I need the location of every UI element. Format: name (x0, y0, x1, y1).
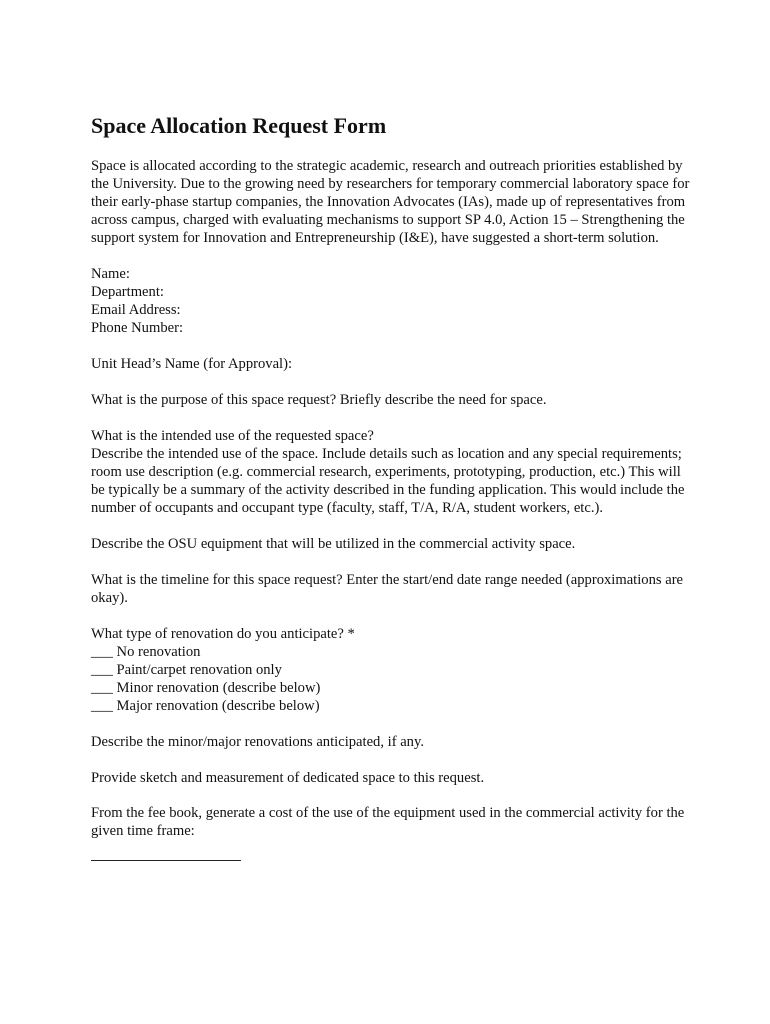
question-purpose: What is the purpose of this space request? Briefly describe the need for space. (91, 392, 547, 408)
document-page (91, 112, 691, 861)
renovation-option-major: ___ Major renovation (describe below) (91, 698, 320, 714)
question-sketch: Provide sketch and measurement of dedicated space to this request. (91, 770, 485, 786)
question-equipment: Describe the OSU equipment that will be utilized in the commercial activity space. (91, 536, 576, 552)
renovation-option-paint-carpet: ___ Paint/carpet renovation only (91, 662, 282, 678)
question-renovation-description: Describe the minor/major renovations anticipated, if any. (91, 734, 424, 750)
intro-paragraph: Space is allocated according to the strategic academic, research and outreach priorities established by the University. Due to the growing need by researchers for temporary commercial laboratory space for their early-phase startup companies, the Innovation Advocates (IAs), made up of representatives from across campus, charged with evaluating mechanisms to support SP 4.0, Action 15 – Strengthening the support system for Innovation and Entrepreneurship (I&E), have suggested a short-term solution. (91, 158, 690, 246)
field-unit-head-label: Unit Head’s Name (for Approval): (91, 356, 293, 372)
renovation-option-minor: ___ Minor renovation (describe below) (91, 680, 321, 696)
question-renovation: What type of renovation do you anticipate? * (91, 626, 355, 642)
field-department-label: Department: (91, 284, 164, 300)
field-name-label: Name: (91, 266, 130, 282)
renovation-option-none: ___ No renovation (91, 644, 201, 660)
page-title: Space Allocation Request Form (91, 113, 387, 138)
question-timeline: What is the timeline for this space request? Enter the start/end date range needed (approximations are okay). (91, 572, 684, 606)
question-intended-use-description: Describe the intended use of the space. Include details such as location and any special requirements; room use description (e.g. commercial research, experiments, prototyping, production, etc.) This will be typically be a summary of the activity described in the funding application. This would include the number of occupants and occupant type (faculty, staff, T/A, R/A, student workers, etc.). (91, 446, 685, 516)
answer-blank-line (91, 860, 241, 861)
question-fee-book: From the fee book, generate a cost of the use of the equipment used in the commercial activity for the given time frame: (91, 805, 685, 839)
field-phone-label: Phone Number: (91, 320, 184, 336)
field-email-label: Email Address: (91, 302, 181, 318)
question-intended-use: What is the intended use of the requested space? (91, 428, 374, 444)
